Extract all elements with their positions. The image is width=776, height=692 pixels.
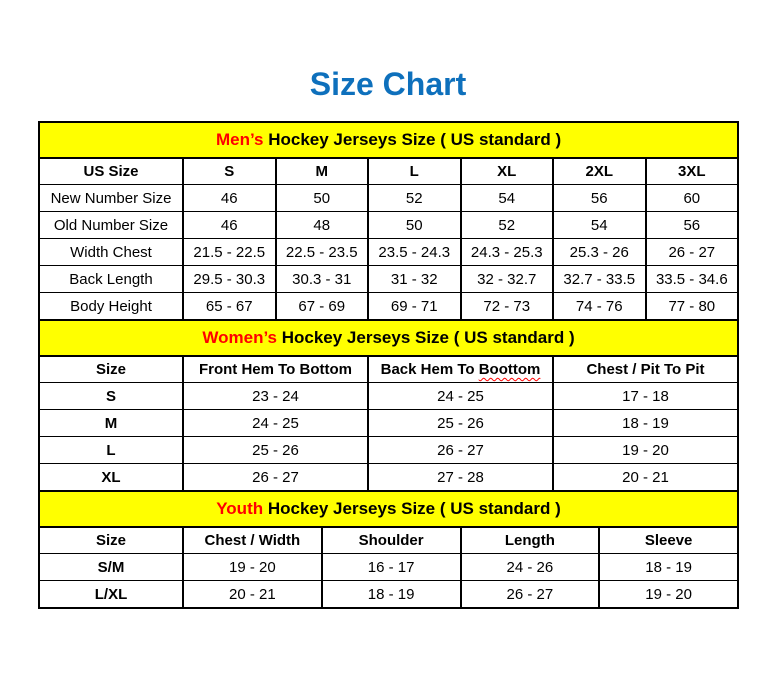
column-header: XL <box>461 158 554 185</box>
column-header: Chest / Pit To Pit <box>553 356 738 383</box>
column-header: 2XL <box>553 158 646 185</box>
size-value: 33.5 - 34.6 <box>646 266 739 293</box>
size-value: 19 - 20 <box>183 554 322 581</box>
size-value: 18 - 19 <box>599 554 738 581</box>
size-value: 31 - 32 <box>368 266 461 293</box>
youth-size-table <box>38 490 739 609</box>
size-chart-tables <box>38 121 737 609</box>
size-value: 56 <box>553 185 646 212</box>
size-value: 19 - 20 <box>599 581 738 609</box>
column-header: Sleeve <box>599 527 738 554</box>
size-value: 23.5 - 24.3 <box>368 239 461 266</box>
column-header: S <box>183 158 276 185</box>
size-value: 32.7 - 33.5 <box>553 266 646 293</box>
size-value: 27 - 28 <box>368 464 553 492</box>
table-row <box>39 581 738 609</box>
row-label: Back Length <box>39 266 183 293</box>
size-value: 74 - 76 <box>553 293 646 321</box>
size-value: 25 - 26 <box>183 437 368 464</box>
banner-text: Hockey Jerseys Size ( US standard ) <box>277 328 575 347</box>
size-value: 48 <box>276 212 369 239</box>
table-row <box>39 293 738 321</box>
row-label: XL <box>39 464 183 492</box>
mens-size-table <box>38 121 739 321</box>
table-row <box>39 185 738 212</box>
size-value: 18 - 19 <box>553 410 738 437</box>
size-value: 24.3 - 25.3 <box>461 239 554 266</box>
banner-text: Hockey Jerseys Size ( US standard ) <box>263 130 562 149</box>
column-header: 3XL <box>646 158 739 185</box>
womens-size-table <box>38 319 739 492</box>
size-value: 54 <box>461 185 554 212</box>
column-header: L <box>368 158 461 185</box>
column-header: Chest / Width <box>183 527 322 554</box>
column-header: Size <box>39 527 183 554</box>
size-value: 56 <box>646 212 739 239</box>
size-value: 32 - 32.7 <box>461 266 554 293</box>
size-value: 50 <box>368 212 461 239</box>
table-row <box>39 464 738 492</box>
size-value: 24 - 25 <box>368 383 553 410</box>
page-title: Size Chart <box>309 66 467 102</box>
table-row <box>39 266 738 293</box>
column-header: Front Hem To Bottom <box>183 356 368 383</box>
row-label: Width Chest <box>39 239 183 266</box>
table-row <box>39 437 738 464</box>
mens-section-banner <box>39 122 738 158</box>
size-value: 77 - 80 <box>646 293 739 321</box>
womens-section-banner <box>39 320 738 356</box>
row-label: M <box>39 410 183 437</box>
size-value: 30.3 - 31 <box>276 266 369 293</box>
size-value: 24 - 26 <box>461 554 600 581</box>
size-value: 20 - 21 <box>553 464 738 492</box>
size-value: 72 - 73 <box>461 293 554 321</box>
column-header: Size <box>39 356 183 383</box>
table-row <box>39 554 738 581</box>
youth-section-banner <box>39 491 738 527</box>
banner-highlight: Men’s <box>215 130 264 149</box>
size-value: 17 - 18 <box>553 383 738 410</box>
size-value: 26 - 27 <box>183 464 368 492</box>
size-value: 46 <box>183 212 276 239</box>
row-label: Body Height <box>39 293 183 321</box>
banner-highlight: Youth <box>216 499 264 518</box>
column-header: M <box>276 158 369 185</box>
size-value: 21.5 - 22.5 <box>183 239 276 266</box>
size-value: 54 <box>553 212 646 239</box>
size-value: 60 <box>646 185 739 212</box>
size-value: 26 - 27 <box>368 437 553 464</box>
row-label: S <box>39 383 183 410</box>
size-value: 26 - 27 <box>646 239 739 266</box>
column-header <box>368 356 553 383</box>
size-value: 19 - 20 <box>553 437 738 464</box>
size-value: 26 - 27 <box>461 581 600 609</box>
size-value: 52 <box>368 185 461 212</box>
table-row <box>39 383 738 410</box>
row-label: New Number Size <box>39 185 183 212</box>
size-value: 22.5 - 23.5 <box>276 239 369 266</box>
size-value: 24 - 25 <box>183 410 368 437</box>
size-value: 25 - 26 <box>368 410 553 437</box>
column-header: US Size <box>39 158 183 185</box>
size-value: 20 - 21 <box>183 581 322 609</box>
row-label: Old Number Size <box>39 212 183 239</box>
misspelled-word: Boottom <box>478 361 541 378</box>
banner-highlight: Women’s <box>202 328 277 347</box>
column-header-text: Back Hem To <box>380 361 479 378</box>
size-value: 25.3 - 26 <box>553 239 646 266</box>
size-value: 16 - 17 <box>322 554 461 581</box>
row-label: L/XL <box>39 581 183 609</box>
row-label: L <box>39 437 183 464</box>
banner-text: Hockey Jerseys Size ( US standard ) <box>263 499 561 518</box>
column-header: Length <box>461 527 600 554</box>
table-row <box>39 212 738 239</box>
size-value: 23 - 24 <box>183 383 368 410</box>
size-value: 65 - 67 <box>183 293 276 321</box>
size-value: 67 - 69 <box>276 293 369 321</box>
column-header: Shoulder <box>322 527 461 554</box>
table-row <box>39 239 738 266</box>
row-label: S/M <box>39 554 183 581</box>
size-value: 18 - 19 <box>322 581 461 609</box>
table-row <box>39 410 738 437</box>
size-value: 69 - 71 <box>368 293 461 321</box>
size-value: 29.5 - 30.3 <box>183 266 276 293</box>
size-value: 46 <box>183 185 276 212</box>
size-value: 52 <box>461 212 554 239</box>
size-value: 50 <box>276 185 369 212</box>
